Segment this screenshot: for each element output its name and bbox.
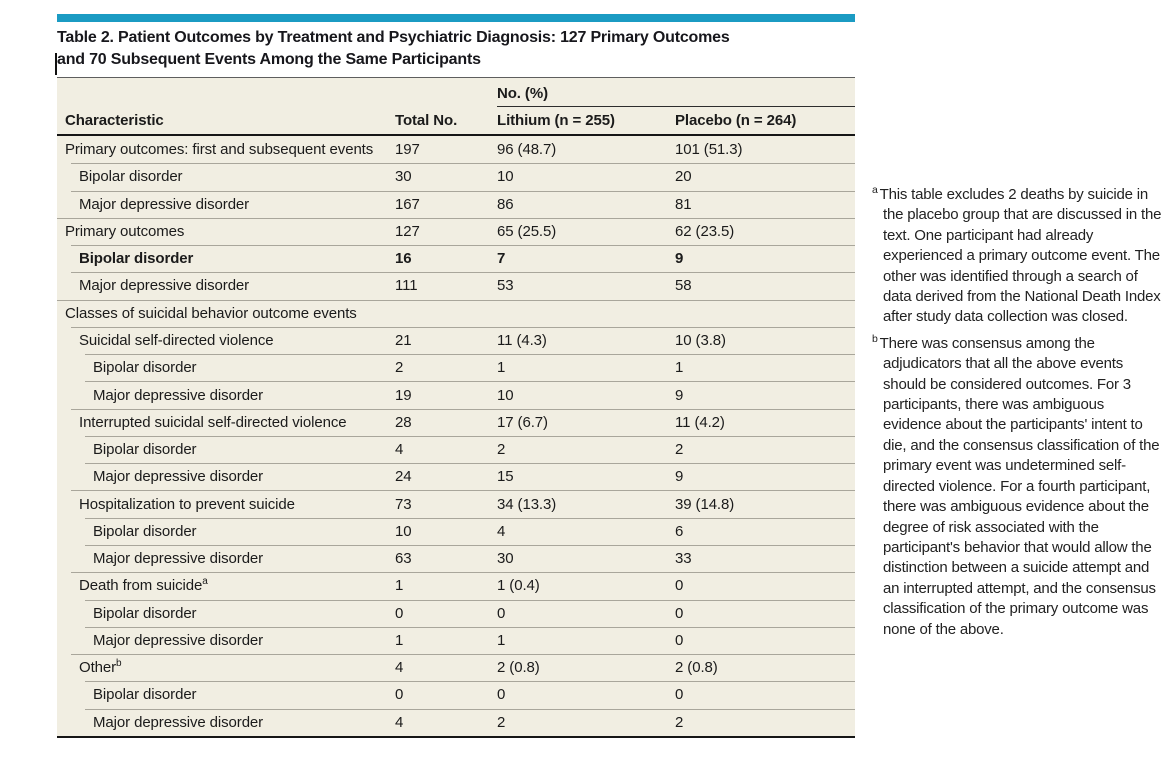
cell-placebo: 0 [675, 604, 684, 622]
cell-placebo: 101 (51.3) [675, 141, 743, 159]
cell-lithium: 2 [497, 441, 506, 459]
cell-lithium: 96 (48.7) [497, 141, 557, 159]
table-row [57, 545, 855, 572]
cell-lithium: 11 (4.3) [497, 331, 547, 349]
table-row [57, 218, 855, 245]
row-label: Classes of suicidal behavior outcome events [65, 304, 357, 322]
footnotes-panel [872, 185, 1163, 646]
cell-lithium: 10 [497, 386, 514, 404]
table-row [57, 463, 855, 490]
row-label: Bipolar disorder [79, 168, 183, 186]
row-label: Primary outcomes [65, 222, 185, 240]
cell-placebo: 2 [675, 713, 684, 731]
footnote-b-marker: b [872, 332, 878, 345]
column-header-lithium: Lithium (n = 255) [497, 112, 615, 129]
table-row [57, 136, 855, 163]
cell-total: 16 [395, 250, 412, 268]
cell-total: 111 [395, 277, 418, 295]
cell-total: 2 [395, 359, 404, 377]
cell-lithium: 1 [497, 359, 506, 377]
footnote-b-text: There was consensus among the adjudicators that all the above events should be considered outcomes. For 3 participants, there was ambiguous evidence about the participants' intent to die, and the consensus classification of the primary event was undetermined self-directed violence. For a fourth participant, there was ambiguous evidence about the degree of risk associated with the participant's behavior that would allow the distinction between a suicide attempt and an interrupted attempt, and the consensus classification of the primary outcome was none of the above. [879, 334, 1160, 638]
cell-lithium: 34 (13.3) [497, 495, 557, 513]
row-label: Bipolar disorder [93, 441, 197, 459]
cell-lithium: 0 [497, 686, 506, 704]
cell-lithium: 1 [497, 631, 506, 649]
table-row [57, 191, 855, 218]
cell-total: 127 [395, 222, 420, 240]
cell-lithium: 15 [497, 468, 514, 486]
cell-total: 63 [395, 550, 412, 568]
row-label: Major depressive disorder [93, 468, 264, 486]
cell-placebo: 0 [675, 631, 684, 649]
row-label: Major depressive disorder [79, 195, 250, 213]
cell-placebo: 10 (3.8) [675, 331, 726, 349]
cell-total: 21 [395, 331, 412, 349]
cell-total: 73 [395, 495, 412, 513]
table-row [57, 654, 855, 681]
table-body [57, 136, 855, 736]
table-row [57, 627, 855, 654]
cell-total: 10 [395, 522, 412, 540]
table-row [57, 272, 855, 299]
cell-placebo: 0 [675, 577, 684, 595]
cell-placebo: 2 [675, 441, 684, 459]
text-cursor-artifact [55, 53, 57, 75]
cell-total: 1 [395, 631, 404, 649]
cell-total: 19 [395, 386, 412, 404]
table-header-group-row [57, 78, 855, 107]
cell-total: 0 [395, 604, 404, 622]
table-card [57, 14, 855, 738]
row-label: Death from suicide$^a$ [79, 576, 208, 595]
cell-lithium: 7 [497, 250, 506, 268]
row-label: Major depressive disorder [79, 277, 250, 295]
cell-placebo: 33 [675, 550, 692, 568]
footnote-a-text: This table excludes 2 deaths by suicide in the placebo group that are discussed in the text. One participant had already experienced a primary outcome event. The other was identified through a search of data derived from the National Death Index after study data collection was closed. [879, 186, 1162, 326]
row-label: Major depressive disorder [93, 631, 264, 649]
table-title-line-2: and 70 Subsequent Events Among the Same Participants [57, 51, 481, 68]
cell-total: 167 [395, 195, 420, 213]
row-label: Bipolar disorder [93, 522, 197, 540]
row-label: Bipolar disorder [79, 250, 194, 268]
cell-placebo: 6 [675, 522, 684, 540]
cell-placebo: 9 [675, 468, 684, 486]
cell-total: 1 [395, 577, 404, 595]
cell-lithium: 86 [497, 195, 514, 213]
table-row [57, 327, 855, 354]
footnote-marker-b: b [116, 658, 122, 670]
table-title-line-1: Table 2. Patient Outcomes by Treatment and Psychiatric Diagnosis: 127 Primary Outcomes [57, 29, 730, 46]
cell-placebo: 39 (14.8) [675, 495, 735, 513]
table-row [57, 518, 855, 545]
cell-placebo: 9 [675, 386, 684, 404]
table-row [57, 163, 855, 190]
cell-lithium: 30 [497, 550, 514, 568]
row-label: Bipolar disorder [93, 359, 197, 377]
cell-total: 4 [395, 659, 404, 677]
cell-placebo: 62 (23.5) [675, 222, 735, 240]
cell-lithium: 10 [497, 168, 514, 186]
table-header-row [57, 107, 855, 136]
cell-lithium: 53 [497, 277, 514, 295]
row-label: Major depressive disorder [93, 713, 264, 731]
row-label: Other$^b$ [79, 658, 122, 677]
footnote-b [872, 334, 1163, 640]
cell-placebo: 0 [675, 686, 684, 704]
cell-placebo: 11 (4.2) [675, 413, 725, 431]
cell-placebo: 20 [675, 168, 692, 186]
row-label: Bipolar disorder [93, 686, 197, 704]
row-label: Suicidal self-directed violence [79, 331, 274, 349]
cell-lithium: 4 [497, 522, 506, 540]
row-label: Interrupted suicidal self-directed violence [79, 413, 347, 431]
table-row [57, 354, 855, 381]
cell-total: 30 [395, 168, 412, 186]
table-row [57, 600, 855, 627]
column-group-underline [497, 106, 855, 107]
cell-lithium: 17 (6.7) [497, 413, 548, 431]
cell-total: 4 [395, 713, 404, 731]
row-label: Major depressive disorder [93, 550, 264, 568]
accent-bar [57, 14, 855, 22]
table-title [57, 22, 855, 78]
cell-placebo: 2 (0.8) [675, 659, 718, 677]
footnote-a-marker: a [872, 184, 878, 196]
table-row [57, 409, 855, 436]
cell-total: 4 [395, 441, 404, 459]
table-row [57, 572, 855, 599]
column-header-placebo: Placebo (n = 264) [675, 112, 797, 129]
table-row [57, 681, 855, 708]
footnote-a [872, 185, 1163, 328]
cell-total: 0 [395, 686, 404, 704]
row-label: Primary outcomes: first and subsequent events [65, 141, 374, 159]
cell-placebo: 1 [675, 359, 684, 377]
table-row [57, 245, 855, 272]
cell-total: 28 [395, 413, 412, 431]
cell-lithium: 0 [497, 604, 506, 622]
cell-lithium: 65 (25.5) [497, 222, 557, 240]
cell-lithium: 2 (0.8) [497, 659, 540, 677]
cell-total: 24 [395, 468, 412, 486]
table-row [57, 300, 855, 327]
row-label: Bipolar disorder [93, 604, 197, 622]
cell-placebo: 81 [675, 195, 692, 213]
cell-total: 197 [395, 141, 420, 159]
column-group-label: No. (%) [497, 85, 548, 102]
table-row [57, 709, 855, 736]
footnote-marker-a: a [202, 576, 208, 588]
row-label: Hospitalization to prevent suicide [79, 495, 295, 513]
column-header-characteristic: Characteristic [65, 112, 164, 129]
cell-lithium: 2 [497, 713, 506, 731]
outcomes-table [57, 78, 855, 738]
row-label: Major depressive disorder [93, 386, 264, 404]
cell-placebo: 58 [675, 277, 692, 295]
table-row [57, 490, 855, 517]
cell-placebo: 9 [675, 250, 684, 268]
table-row [57, 381, 855, 408]
cell-lithium: 1 (0.4) [497, 577, 540, 595]
column-header-total: Total No. [395, 112, 458, 129]
table-row [57, 436, 855, 463]
